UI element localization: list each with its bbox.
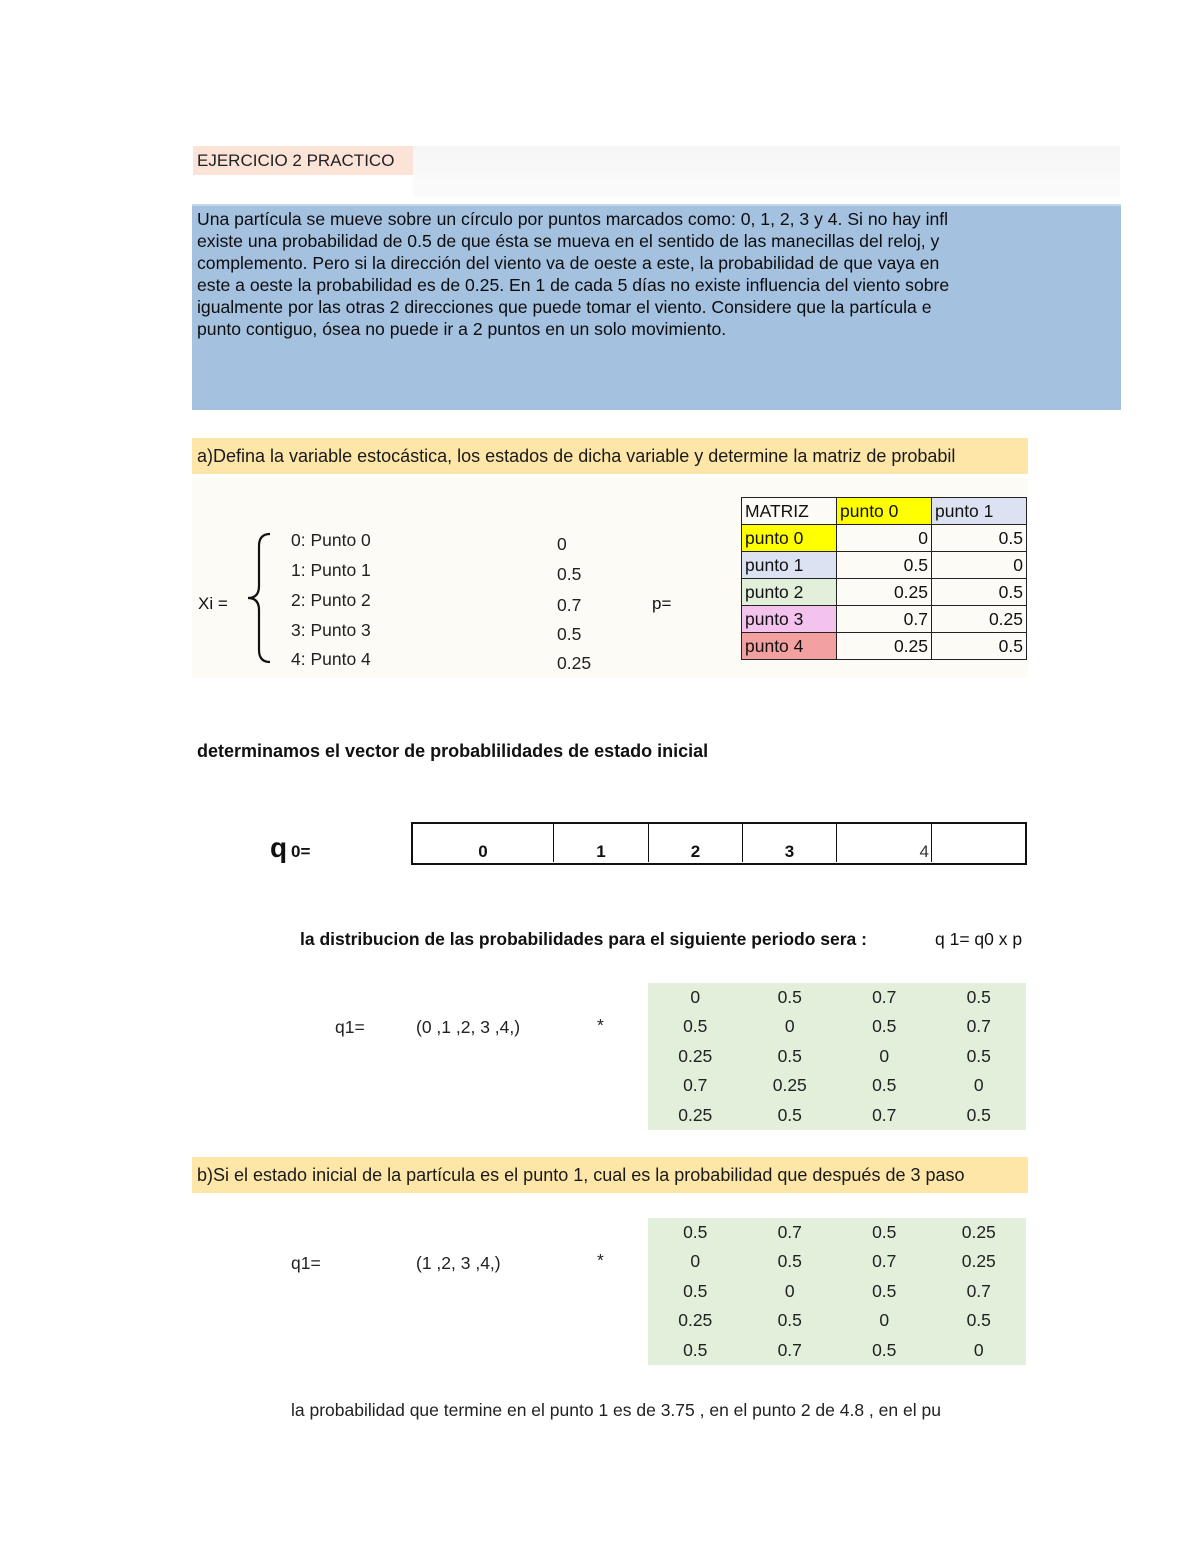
- matrix-row-label: punto 0: [742, 525, 837, 552]
- matrix-cell: 0.25: [837, 579, 932, 606]
- conclusion-text: la probabilidad que termine en el punto 1 es de 3.75 , en el punto 2 de 4.8 , en el pu: [291, 1400, 941, 1420]
- calc-b-cell: 0.7: [777, 1222, 802, 1242]
- calc-b-label: q1=: [291, 1253, 321, 1273]
- calc-b-cell: 0: [973, 1339, 984, 1360]
- calc-a-cell: 0.7: [872, 987, 897, 1007]
- calc-a-cell: 0.7: [966, 1016, 991, 1037]
- exercise-title: EJERCICIO 2 PRACTICO: [193, 146, 413, 175]
- section-a-heading: a)Defina la variable estocástica, los estados de dicha variable y determine la matriz de probabil: [192, 438, 1028, 474]
- calc-b-cell: 0.7: [872, 1251, 897, 1272]
- q0-cell: [932, 824, 1024, 862]
- calc-a-cell: 0.25: [772, 1075, 807, 1096]
- matrix-header-row: [742, 498, 1027, 525]
- calc-b-cell: 0.25: [961, 1251, 996, 1272]
- calc-a-cell: 0.5: [966, 1045, 991, 1066]
- calc-a-cell: 0.5: [777, 1104, 802, 1125]
- matrix-cell: 0.25: [837, 633, 932, 660]
- calc-b-cell: 0.25: [961, 1222, 996, 1242]
- calc-a-cell: 0: [690, 987, 701, 1007]
- calc-b-cell: 0.5: [872, 1339, 897, 1360]
- matrix-row-label: punto 2: [742, 579, 837, 606]
- calc-a-cell: 0.5: [777, 1045, 802, 1066]
- matrix-col-header: punto 0: [837, 498, 932, 525]
- matrix-cell: 0.5: [932, 633, 1027, 660]
- left-brace-icon: [244, 530, 274, 666]
- calc-a-cell: 0.5: [683, 1016, 708, 1037]
- matrix-row: [742, 579, 1027, 606]
- state-item: 1: Punto 1: [291, 560, 371, 580]
- matrix-row-label: punto 3: [742, 606, 837, 633]
- q0-suffix: 0=: [291, 842, 311, 861]
- formula-text: q 1= q0 x p: [935, 929, 1023, 949]
- calc-b-cell: 0.25: [678, 1310, 713, 1331]
- state-item: 4: Punto 4: [291, 649, 371, 669]
- matrix-row-label: punto 1: [742, 552, 837, 579]
- calc-a-cell: 0.7: [872, 1104, 897, 1125]
- calc-b-vector: (1 ,2, 3 ,4,): [416, 1253, 501, 1273]
- section-b-heading: b)Si el estado inicial de la partícula es el punto 1, cual es la probabilidad que después de 3 paso: [192, 1157, 1028, 1193]
- matrix-row: [742, 552, 1027, 579]
- state-value: 0: [557, 534, 567, 554]
- calc-b-matrix: [648, 1218, 1026, 1365]
- state-value: 0.5: [557, 624, 582, 644]
- xi-label: Xi =: [198, 594, 228, 613]
- matrix-row: [742, 633, 1027, 660]
- problem-line: Una partícula se mueve sobre un círculo por puntos marcados como: 0, 1, 2, 3 y 4. Si no hay infl: [197, 209, 949, 229]
- calc-b-cell: 0.5: [872, 1280, 897, 1301]
- q0-cell: 2: [649, 824, 743, 862]
- calc-a-cell: 0.5: [966, 1104, 991, 1125]
- calc-a-label: q1=: [335, 1017, 365, 1037]
- matrix-row: [742, 525, 1027, 552]
- problem-line: existe una probabilidad de 0.5 de que ésta se mueva en el sentido de las manecillas del reloj, y: [197, 231, 940, 251]
- q0-cell: 0: [413, 824, 554, 862]
- calc-a-cell: 0.5: [777, 987, 802, 1007]
- calc-a-cell: 0.25: [678, 1104, 713, 1125]
- calc-a-matrix: [648, 983, 1026, 1130]
- transition-matrix: [741, 497, 1027, 660]
- calc-a-cell: 0.7: [683, 1075, 708, 1096]
- matrix-cell: 0.5: [932, 579, 1027, 606]
- q0-cell: 1: [554, 824, 649, 862]
- matrix-cell: 0.25: [932, 606, 1027, 633]
- problem-statement: [192, 204, 1121, 410]
- state-item: 2: Punto 2: [291, 590, 371, 610]
- p-label: p=: [652, 594, 672, 613]
- calc-a-cell: 0: [784, 1016, 795, 1037]
- calc-b-cell: 0.5: [872, 1222, 897, 1242]
- calc-b-cell: 0.7: [966, 1280, 991, 1301]
- calc-a-cell: 0.5: [966, 987, 991, 1007]
- matrix-cell: 0.5: [837, 552, 932, 579]
- matrix-cell: 0: [932, 552, 1027, 579]
- state-item: 3: Punto 3: [291, 620, 371, 640]
- calc-a-cell: 0: [879, 1045, 890, 1066]
- matrix-row: [742, 606, 1027, 633]
- calc-b-cell: 0: [690, 1251, 701, 1272]
- matrix-col-header: punto 1: [932, 498, 1027, 525]
- title-divider: [413, 146, 1120, 197]
- matrix-corner: MATRIZ: [742, 498, 837, 525]
- calc-b-cell: 0.5: [966, 1310, 991, 1331]
- problem-line: igualmente por las otras 2 direcciones que puede tomar el viento. Considere que la partícula e: [197, 297, 932, 317]
- calc-a-vector: (0 ,1 ,2, 3 ,4,): [416, 1017, 521, 1037]
- initial-vector-heading: determinamos el vector de probablilidades de estado inicial: [197, 741, 709, 761]
- q0-vector: [411, 822, 1027, 865]
- calc-b-cell: 0: [879, 1310, 890, 1331]
- q0-cell: 3: [743, 824, 837, 862]
- calc-b-operator: *: [597, 1250, 604, 1270]
- calc-b-cell: 0.7: [777, 1339, 802, 1360]
- q0-cell: 4: [837, 824, 932, 862]
- state-value: 0.25: [557, 653, 592, 673]
- calc-a-cell: 0.25: [678, 1045, 713, 1066]
- matrix-cell: 0.7: [837, 606, 932, 633]
- problem-line: complemento. Pero si la dirección del viento va de oeste a este, la probabilidad de que vaya en: [197, 253, 940, 273]
- matrix-cell: 0.5: [932, 525, 1027, 552]
- matrix-row-label: punto 4: [742, 633, 837, 660]
- calc-b-cell: 0.5: [683, 1222, 708, 1242]
- matrix-cell: 0: [837, 525, 932, 552]
- calc-a-operator: *: [597, 1015, 604, 1035]
- problem-line: este a oeste la probabilidad es de 0.25. En 1 de cada 5 días no existe influencia del viento sobre: [197, 275, 950, 295]
- state-item: 0: Punto 0: [291, 530, 371, 550]
- calc-b-cell: 0.5: [777, 1310, 802, 1331]
- calc-a-cell: 0: [973, 1075, 984, 1096]
- calc-a-cell: 0.5: [872, 1075, 897, 1096]
- calc-b-cell: 0: [784, 1280, 795, 1301]
- problem-line: punto contiguo, ósea no puede ir a 2 puntos en un solo movimiento.: [197, 319, 727, 339]
- distribution-text: la distribucion de las probabilidades para el siguiente periodo sera :: [300, 929, 867, 949]
- state-value: 0.5: [557, 564, 582, 584]
- calc-b-cell: 0.5: [683, 1280, 708, 1301]
- calc-b-cell: 0.5: [777, 1251, 802, 1272]
- q0-symbol: q: [270, 832, 288, 863]
- state-value: 0.7: [557, 595, 582, 615]
- calc-a-cell: 0.5: [872, 1016, 897, 1037]
- calc-b-cell: 0.5: [683, 1339, 708, 1360]
